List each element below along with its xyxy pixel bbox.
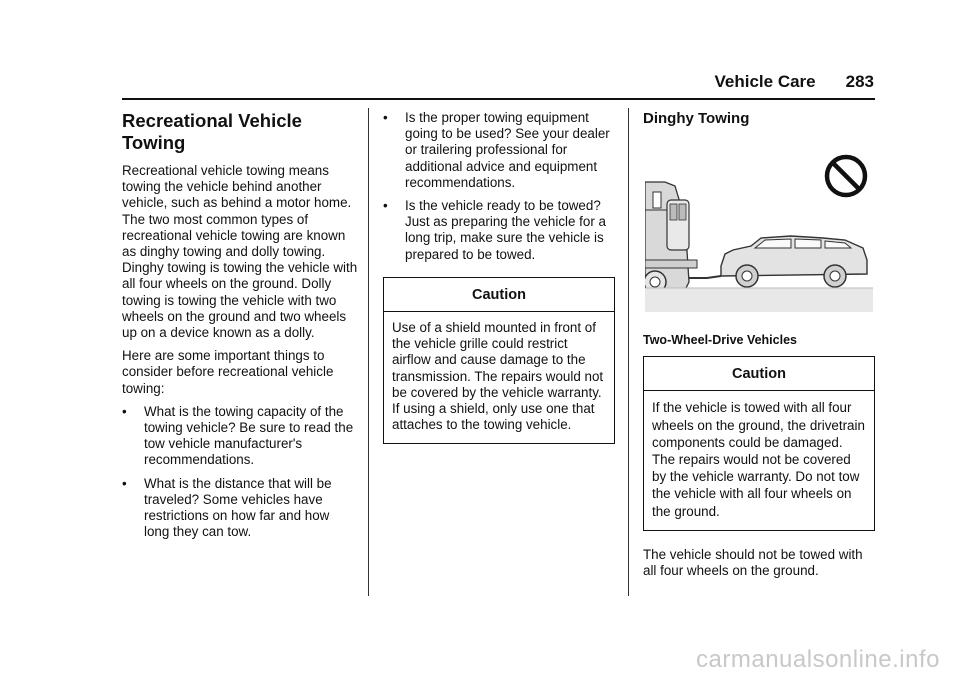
list-item <box>383 110 615 191</box>
column-2 <box>383 110 615 444</box>
page-header <box>122 72 874 92</box>
section-heading: Recreational Vehicle Towing <box>122 110 302 153</box>
bullet-mark: • <box>383 110 388 125</box>
header-rule <box>122 98 875 100</box>
closing-paragraph: The vehicle should not be towed with all four wheels on the ground. <box>643 546 863 579</box>
bullet-text: What is the distance that will be traveled? Some vehicles have restrictions on how far and how long they can tow. <box>144 475 332 540</box>
section-title: Vehicle Care <box>714 72 816 91</box>
bullet-mark: • <box>122 403 127 419</box>
bullet-text: Is the proper towing equipment going to be used? See your dealer or trailering professional for additional advice and equipment recommendations. <box>405 110 610 190</box>
prohibited-icon <box>823 153 869 199</box>
caution-title: Caution <box>384 278 614 312</box>
list-item <box>383 198 615 263</box>
column-3 <box>643 110 875 586</box>
column-divider-2 <box>628 108 629 596</box>
watermark: carmanualsonline.info <box>696 646 940 673</box>
list-item <box>122 476 358 541</box>
column-1 <box>122 110 358 547</box>
column-divider-1 <box>368 108 369 596</box>
caution-body: Use of a shield mounted in front of the vehicle grille could restrict airflow and cause damage to the transmission. The repairs would not be covered by the vehicle warranty. If using a shield, only use one that attaches to the towing vehicle. <box>392 320 604 433</box>
figure-caption: Two-Wheel-Drive Vehicles <box>643 333 797 347</box>
bullet-text: Is the vehicle ready to be towed? Just as preparing the vehicle for a long trip, make sure the vehicle is prepared to be towed. <box>405 198 606 262</box>
list-item <box>122 404 358 469</box>
page-number: 283 <box>845 72 874 91</box>
caution-box <box>383 277 615 445</box>
intro-paragraph: Recreational vehicle towing means towing the vehicle behind another vehicle, such as behind a motor home. The two most common types of recreational vehicle towing are known as dinghy towing and dolly towing. Dinghy towing is towing the vehicle with all four wheels on the ground. Dolly towing is towing the vehicle with two wheels on the ground and two wheels up on a device known as a dolly. <box>122 163 358 341</box>
bullet-mark: • <box>383 198 388 214</box>
caution-title: Caution <box>644 357 874 391</box>
caution-box <box>643 356 875 531</box>
bullet-mark: • <box>122 475 127 491</box>
subsection-heading: Dinghy Towing <box>643 110 750 127</box>
bullet-text: What is the towing capacity of the towing vehicle? Be sure to read the tow vehicle manufacturer's recommendations. <box>144 403 354 468</box>
caution-body: If the vehicle is towed with all four wheels on the ground, the drivetrain components could be damaged. The repairs would not be covered by the vehicle warranty. Do not tow the vehicle with all four wheels on the ground. <box>652 400 865 519</box>
lead-paragraph: Here are some important things to consider before recreational vehicle towing: <box>122 348 334 396</box>
